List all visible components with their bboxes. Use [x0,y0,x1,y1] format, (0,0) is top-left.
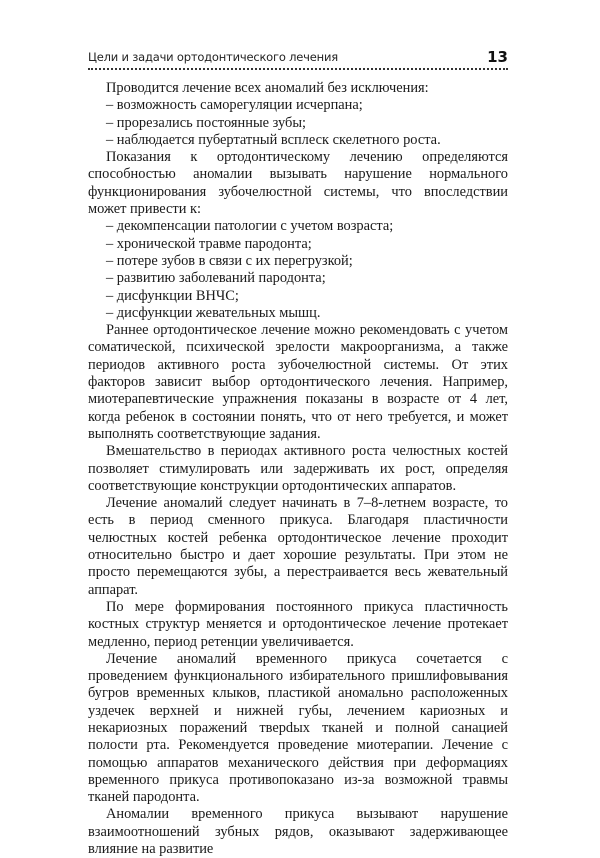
paragraph: Раннее ортодонтическое лечение можно рекомендовать с учетом соматической, психической зрелости макроорганизма, а также периодов активного роста зубочелюстной системы. От этих факторов зависит выбор ортодонтического лечения. Например, миотерапевтические упражнения показаны в возрасте от 4 лет, когда ребенок в состоянии понять, что от него требуется, и может выполнять соответствующие задания. [88,322,508,442]
paragraph: Лечение аномалий временного прикуса сочетается с проведением функционального избирательного пришлифовывания бугров временных клыков, пластикой аномально расположенных уздечек верхней и нижней губы, лечением кариозных и некариозных поражений тверdых тканей и полной санацией полости рта. Рекомендуется проведение миотерапии. Лечение с помощью аппаратов механического действия при деформациях временного прикуса противопоказано из-за возможной травмы тканей пародонта. [88,650,508,806]
running-header [88,44,508,70]
list-item: – прорезались постоянные зубы; [106,114,306,131]
page-number: 13 [487,48,508,66]
list-item: – возможность саморегуляции исчерпана; [106,97,363,114]
chapter-title: Цели и задачи ортодонтического лечения [88,50,338,64]
paragraph: Аномалии временного прикуса вызывают нарушение взаимоотношений зубных рядов, оказывают задерживающее влияние на развитие [88,806,508,858]
list-item: – развитию заболеваний пародонта; [106,270,326,287]
list-item: – наблюдается пубертатный всплеск скелетного роста. [106,131,441,148]
paragraph: По мере формирования постоянного прикуса пластичность костных структур меняется и ортодонтическое лечение протекает медленно, период ретенции увеличивается. [88,598,508,650]
list-item: – дисфункции жевательных мышц. [106,304,321,321]
list-item: – потере зубов в связи с их перегрузкой; [106,252,353,269]
list-item: – декомпенсации патологии с учетом возраста; [106,218,394,235]
paragraph: Вмешательство в периодах активного роста челюстных костей позволяет стимулировать или задерживать их рост, определяя соответствующие конструкции ортодонтических аппаратов. [88,443,508,494]
paragraph: Лечение аномалий следует начинать в 7–8-летнем возрасте, то есть в период сменного прикуса. Благодаря пластичности челюстных костей ребенка ортодонтическое лечение проходит относительно быстро и дает хорошие результаты. При этом не просто перемещаются зубы, а перестраивается весь жевательный аппарат. [88,495,508,598]
header-dotted-rule [88,68,508,70]
list-item: – хронической травме пародонта; [106,235,312,252]
paragraph: Проводится лечение всех аномалий без исключения: [106,80,429,96]
list-item: – дисфункции ВНЧС; [106,287,239,304]
body-text [88,80,508,858]
paragraph: Показания к ортодонтическому лечению определяются способностью аномалии вызывать нарушение нормального функционирования зубочелюстной системы, что впоследствии может привести к: [88,149,508,218]
